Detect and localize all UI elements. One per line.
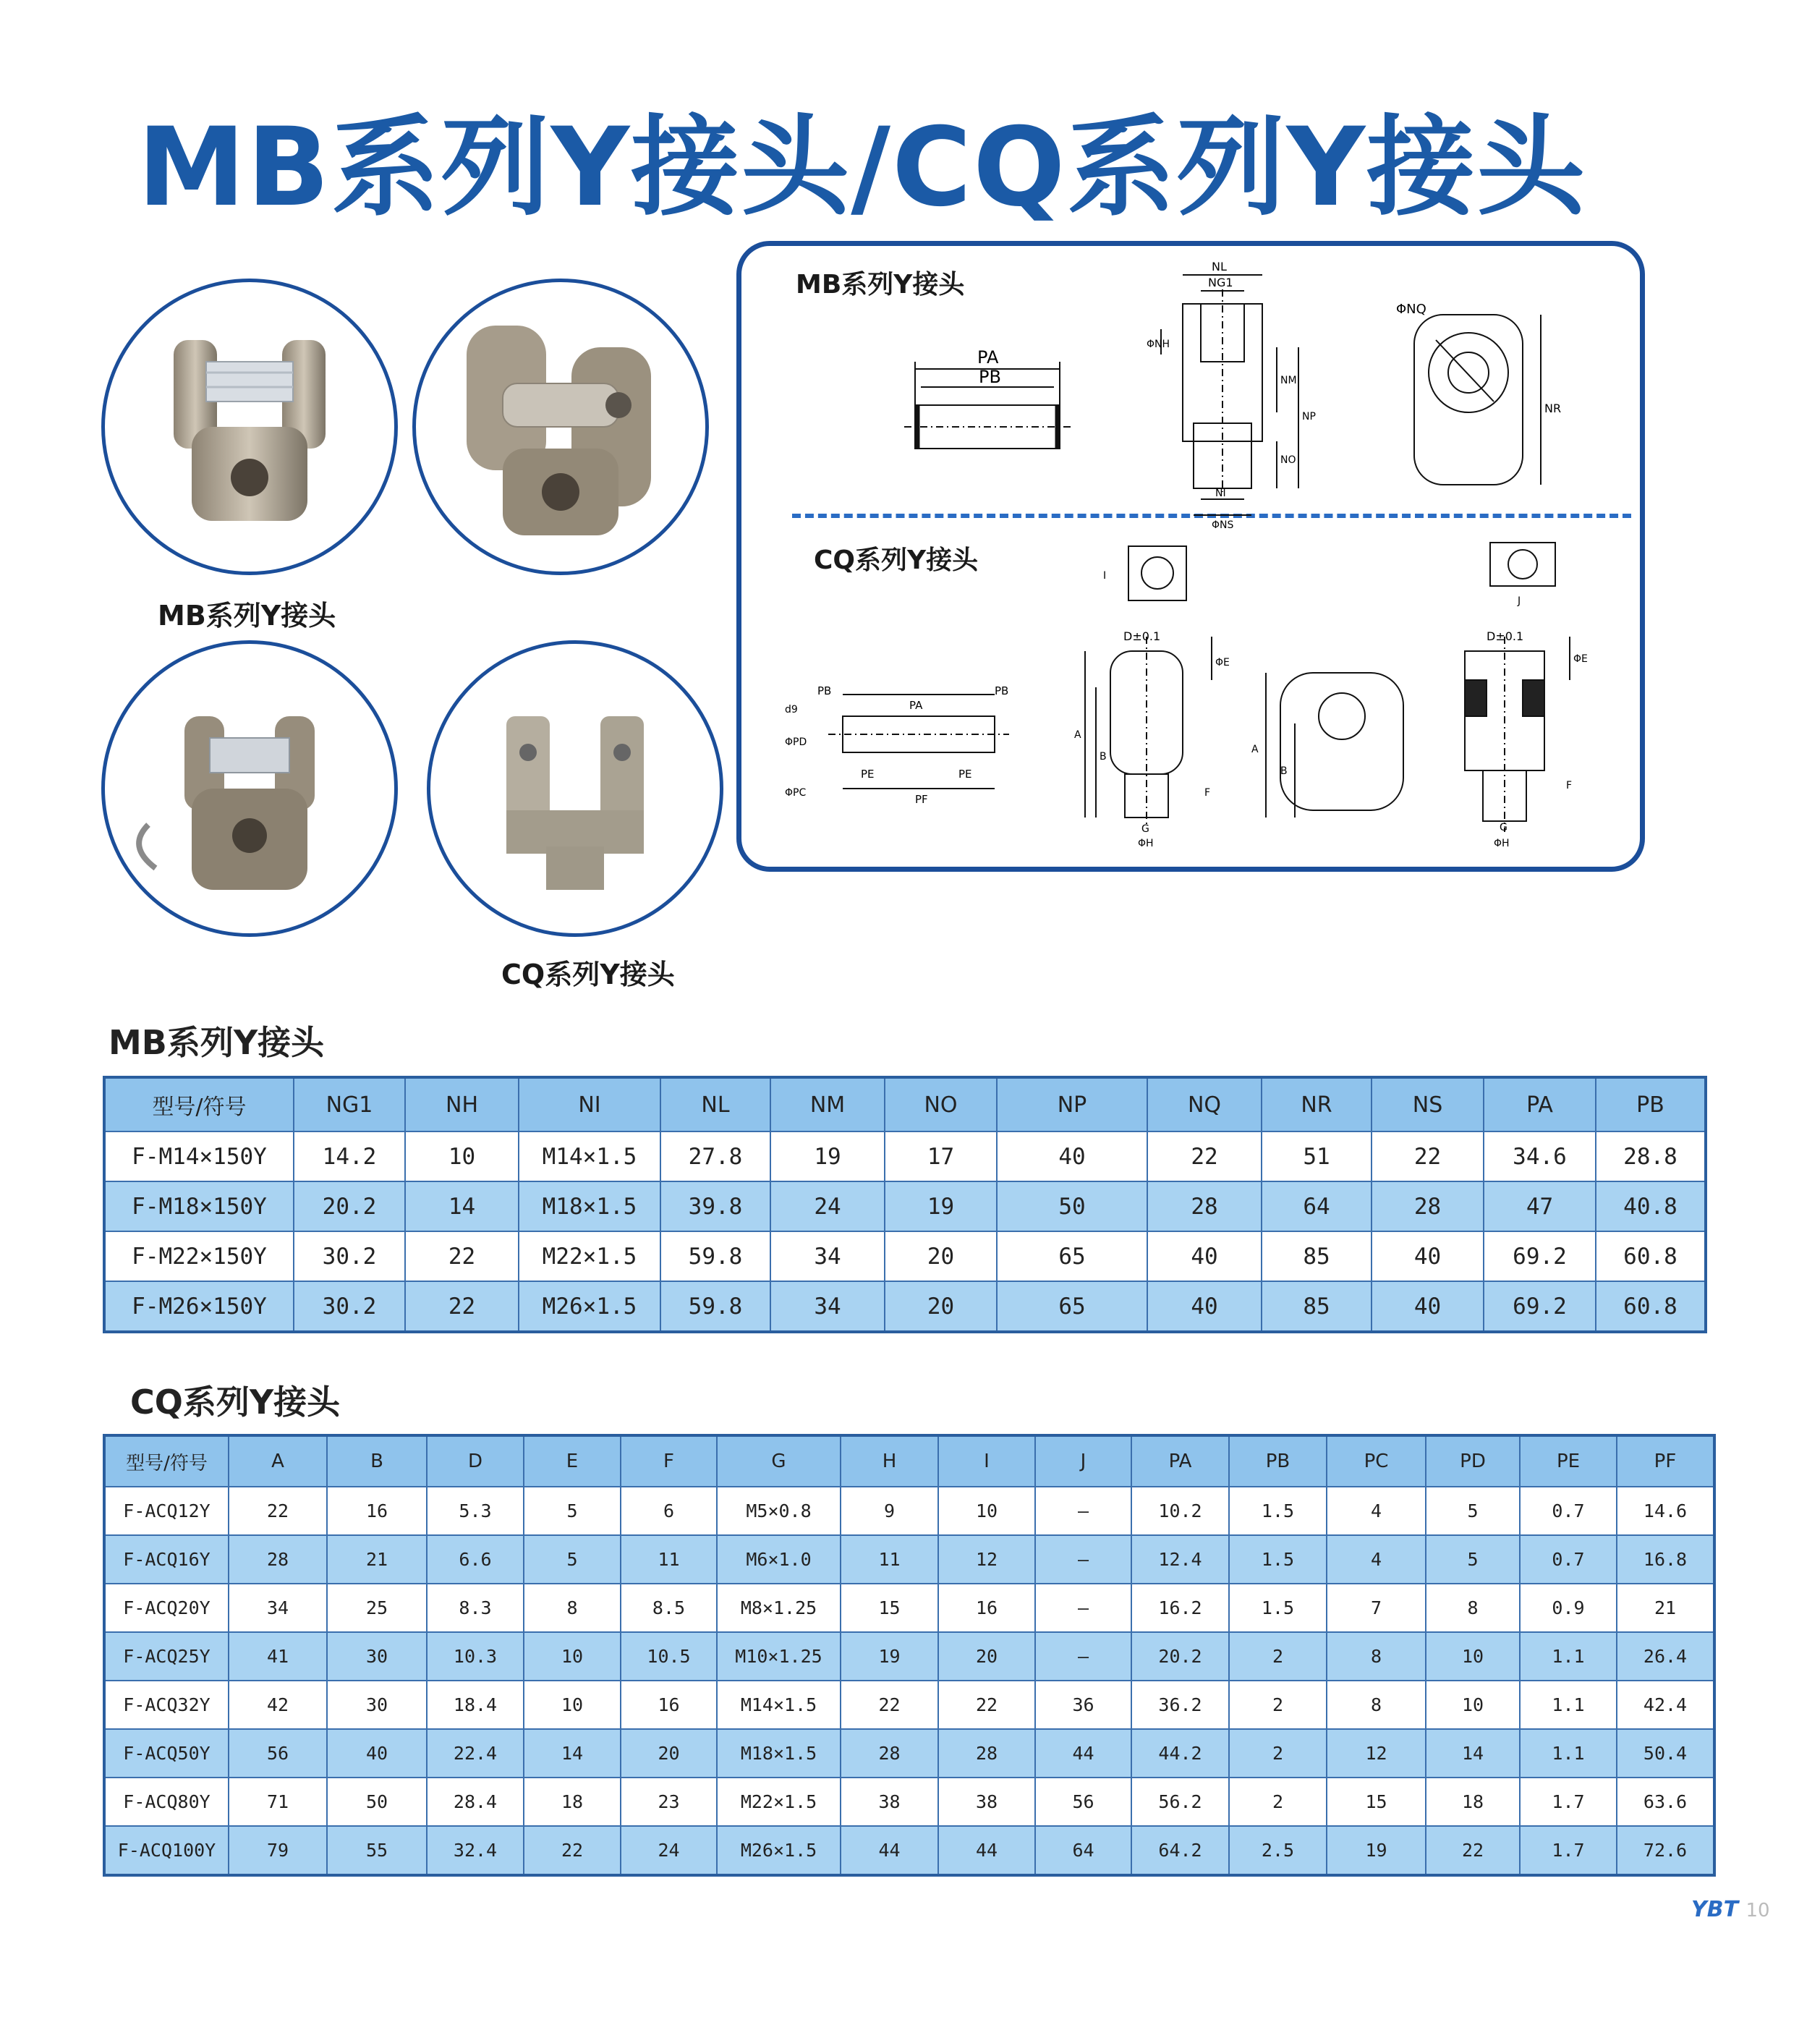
cq-table-header-cell: PC [1327, 1435, 1426, 1487]
mb-table-cell: 59.8 [660, 1281, 770, 1332]
cq-table-cell: 2.5 [1229, 1826, 1327, 1875]
cq-table-cell: 36.2 [1131, 1681, 1229, 1729]
cq-table-cell: 5 [524, 1535, 621, 1584]
cq-table-cell: 16 [621, 1681, 717, 1729]
dim-i: I [1103, 570, 1107, 582]
mb-table-cell: 28 [1372, 1181, 1484, 1231]
cq-table-cell: 42.4 [1617, 1681, 1714, 1729]
mb-table-cell: 40.8 [1596, 1181, 1706, 1231]
mb-clevis-front-drawing [1414, 315, 1541, 485]
cq-table-cell: 2 [1229, 1729, 1327, 1778]
mb-table-cell: 60.8 [1596, 1281, 1706, 1332]
mb-table-title: MB系列Y接头 [109, 1023, 325, 1062]
diagram-label-mb: MB系列Y接头 [796, 270, 965, 300]
mb-table-cell: 85 [1262, 1231, 1372, 1281]
cq-table-cell: 18 [524, 1778, 621, 1826]
cq-table-cell: 8 [524, 1584, 621, 1632]
cq-table-cell: 28.4 [427, 1778, 524, 1826]
caption-mb-joint: MB系列Y接头 [158, 600, 336, 632]
cq-table-cell: 44.2 [1131, 1729, 1229, 1778]
cq-table-cell: F-ACQ32Y [104, 1681, 229, 1729]
cq-table-cell: 10.2 [1131, 1487, 1229, 1535]
mb-table-header-cell: NG1 [294, 1077, 405, 1131]
mb-table-cell: M26×1.5 [519, 1281, 660, 1332]
dimension-drawings [741, 246, 1640, 867]
cq-table-cell: 44 [938, 1826, 1035, 1875]
mb-table-cell: M18×1.5 [519, 1181, 660, 1231]
cq-table-cell: 1.5 [1229, 1584, 1327, 1632]
dim-ng1: NG1 [1208, 276, 1233, 289]
cq-table-cell: 1.7 [1520, 1778, 1617, 1826]
mb-table-cell: 14 [405, 1181, 519, 1231]
technical-drawing-panel [736, 241, 1645, 872]
cq-table-cell: 16 [938, 1584, 1035, 1632]
diagram-label-cq: CQ系列Y接头 [814, 545, 979, 575]
mb-table-header-cell: 型号/符号 [104, 1077, 294, 1131]
mb-table-cell: 22 [405, 1281, 519, 1332]
mb-table-cell: 69.2 [1484, 1231, 1596, 1281]
dim-nm: NM [1280, 375, 1297, 386]
cq-table-cell: 24 [621, 1826, 717, 1875]
dim-cq-pb-right: PB [995, 684, 1009, 697]
dim-cq-d2: D±0.1 [1487, 629, 1524, 643]
cq-table-cell: 28 [938, 1729, 1035, 1778]
dim-nr: NR [1544, 402, 1562, 415]
mb-table-cell: 85 [1262, 1281, 1372, 1332]
cq-table-cell: 55 [327, 1826, 427, 1875]
mb-table-row [104, 1181, 1706, 1231]
cq-table-cell: 19 [1327, 1826, 1426, 1875]
cq-table-cell: 28 [229, 1535, 327, 1584]
mb-spec-table [103, 1076, 1707, 1333]
mb-table-cell: 40 [997, 1131, 1147, 1181]
dim-cq-g: G [1141, 823, 1149, 835]
mb-table-row [104, 1131, 1706, 1181]
cq-table-cell: 64.2 [1131, 1826, 1229, 1875]
cq-table-cell: – [1035, 1584, 1131, 1632]
mb-table-cell: F-M18×150Y [104, 1181, 294, 1231]
cq-table-cell: 2 [1229, 1681, 1327, 1729]
dim-cq-pa: PA [909, 699, 923, 712]
cq-table-cell: 44 [1035, 1729, 1131, 1778]
mb-table-cell: 65 [997, 1231, 1147, 1281]
dim-nq: ΦNQ [1396, 302, 1426, 317]
cq-table-cell: 21 [1617, 1584, 1714, 1632]
cq-table-cell: 32.4 [427, 1826, 524, 1875]
photo-cq-joint [427, 640, 723, 937]
dim-ns: ΦNS [1212, 519, 1234, 531]
mb-table-cell: 27.8 [660, 1131, 770, 1181]
cq-table-cell: 10 [524, 1632, 621, 1681]
mb-table-cell: 14.2 [294, 1131, 405, 1181]
cq-table-header-cell: E [524, 1435, 621, 1487]
cq-table-header-cell: H [841, 1435, 938, 1487]
cq-table-cell: F-ACQ25Y [104, 1632, 229, 1681]
dim-ni: NI [1215, 488, 1226, 499]
cq-table-cell: 8 [1327, 1681, 1426, 1729]
mb-table-cell: 17 [885, 1131, 997, 1181]
cq-table-cell: 1.5 [1229, 1535, 1327, 1584]
cq-table-cell: 2 [1229, 1778, 1327, 1826]
cq-table-cell: 5 [524, 1487, 621, 1535]
cq-table-cell: M14×1.5 [717, 1681, 841, 1729]
cq-table-cell: 0.7 [1520, 1535, 1617, 1584]
cq-table-cell: 15 [1327, 1778, 1426, 1826]
cq-table-cell: 10.5 [621, 1632, 717, 1681]
cq-table-row [104, 1632, 1714, 1681]
cq-table-cell: 21 [327, 1535, 427, 1584]
cq-table-cell: 15 [841, 1584, 938, 1632]
cq-table-cell: 28 [841, 1729, 938, 1778]
cq-table-cell: 11 [841, 1535, 938, 1584]
dim-pe-left: PE [861, 768, 875, 781]
cq-table-cell: M10×1.25 [717, 1632, 841, 1681]
cq-table-cell: M22×1.5 [717, 1778, 841, 1826]
dim-cq-h2: ΦH [1494, 838, 1510, 849]
cq-table-header-cell: PA [1131, 1435, 1229, 1487]
cq-table-cell: 7 [1327, 1584, 1426, 1632]
mb-table-header-cell: NO [885, 1077, 997, 1131]
cq-table-cell: 10 [524, 1681, 621, 1729]
dim-np: NP [1302, 411, 1316, 422]
cq-table-cell: 8 [1327, 1632, 1426, 1681]
cq-table-cell: 25 [327, 1584, 427, 1632]
cq-spec-table [103, 1434, 1716, 1877]
mb-table-cell: 39.8 [660, 1181, 770, 1231]
cq-table-cell: 63.6 [1617, 1778, 1714, 1826]
mb-table-cell: 22 [1147, 1131, 1262, 1181]
cq-table-cell: 22 [1426, 1826, 1520, 1875]
dim-nl: NL [1212, 260, 1227, 273]
mb-table-cell: 69.2 [1484, 1281, 1596, 1332]
cq-table-cell: 64 [1035, 1826, 1131, 1875]
cq-table-header-cell: D [427, 1435, 524, 1487]
cq-table-cell: 4 [1327, 1487, 1426, 1535]
cq-table-cell: 40 [327, 1729, 427, 1778]
mb-table-cell: 40 [1372, 1281, 1484, 1332]
mb-table-header-cell: PA [1484, 1077, 1596, 1131]
dim-pf: PF [915, 793, 928, 806]
cq-table-cell: 36 [1035, 1681, 1131, 1729]
brand-logo: YBT 10 [1691, 1897, 1770, 1922]
cq-table-cell: 22 [841, 1681, 938, 1729]
photo-mb-joint-angle [412, 279, 709, 575]
cq-table-cell: M26×1.5 [717, 1826, 841, 1875]
mb-table-cell: 34 [770, 1281, 885, 1332]
cq-table-cell: – [1035, 1487, 1131, 1535]
mb-table-cell: 60.8 [1596, 1231, 1706, 1281]
dim-pb: PB [979, 367, 1001, 387]
cq-table-cell: 1.1 [1520, 1632, 1617, 1681]
mb-table-cell: 34 [770, 1231, 885, 1281]
cq-table-cell: 10 [1426, 1632, 1520, 1681]
mb-table-cell: 40 [1372, 1231, 1484, 1281]
mb-table-cell: 47 [1484, 1181, 1596, 1231]
cq-table-cell: 12 [1327, 1729, 1426, 1778]
cq-table-cell: 1.5 [1229, 1487, 1327, 1535]
cq-table-header-cell: PD [1426, 1435, 1520, 1487]
mb-table-cell: 30.2 [294, 1231, 405, 1281]
dim-nh: ΦNH [1147, 339, 1170, 350]
dim-pd: ΦPD [785, 736, 807, 748]
cq-table-cell: 56 [1035, 1778, 1131, 1826]
mb-table-cell: 24 [770, 1181, 885, 1231]
dim-j: J [1518, 595, 1521, 607]
mb-table-header-cell: NI [519, 1077, 660, 1131]
cq-table-cell: M5×0.8 [717, 1487, 841, 1535]
cq-table-cell: 10 [1426, 1681, 1520, 1729]
cq-clevis-section-drawing [1465, 637, 1573, 832]
cq-table-cell: M6×1.0 [717, 1535, 841, 1584]
photo-mb-joint-front [101, 279, 398, 575]
cq-table-row [104, 1487, 1714, 1535]
cq-clevis-front-drawing [1266, 673, 1403, 818]
dim-cq-a2: A [1251, 744, 1259, 755]
mb-table-cell: F-M14×150Y [104, 1131, 294, 1181]
cq-table-cell: 5.3 [427, 1487, 524, 1535]
cq-clevis-side-drawing [1085, 637, 1212, 825]
cq-table-cell: 30 [327, 1632, 427, 1681]
mb-table-cell: M22×1.5 [519, 1231, 660, 1281]
cq-table-cell: 22 [938, 1681, 1035, 1729]
dim-cq-e2: ΦE [1573, 653, 1588, 665]
cq-table-cell: 5 [1426, 1487, 1520, 1535]
mb-table-cell: 65 [997, 1281, 1147, 1332]
cq-table-cell: 23 [621, 1778, 717, 1826]
cq-table-header-cell: PE [1520, 1435, 1617, 1487]
cq-table-row [104, 1681, 1714, 1729]
cq-table-cell: 22.4 [427, 1729, 524, 1778]
cq-table-cell: 11 [621, 1535, 717, 1584]
dim-pc: ΦPC [785, 787, 807, 799]
mb-table-cell: 28.8 [1596, 1131, 1706, 1181]
cq-table-cell: 12.4 [1131, 1535, 1229, 1584]
mb-table-cell: 22 [405, 1231, 519, 1281]
cq-table-cell: 50 [327, 1778, 427, 1826]
dim-cq-b2: B [1280, 765, 1288, 777]
mb-table-cell: 59.8 [660, 1231, 770, 1281]
mb-table-header-cell: NS [1372, 1077, 1484, 1131]
mb-table-row [104, 1231, 1706, 1281]
mb-table-header-cell: NM [770, 1077, 885, 1131]
cq-table-cell: – [1035, 1535, 1131, 1584]
cq-table-cell: 8.5 [621, 1584, 717, 1632]
mb-table-cell: 51 [1262, 1131, 1372, 1181]
cq-table-cell: 1.1 [1520, 1681, 1617, 1729]
dim-cq-g2: G [1500, 822, 1508, 833]
mb-table-cell: M14×1.5 [519, 1131, 660, 1181]
cq-table-cell: 1.1 [1520, 1729, 1617, 1778]
cq-table-cell: 8.3 [427, 1584, 524, 1632]
cq-table-cell: 30 [327, 1681, 427, 1729]
cq-table-cell: 20 [621, 1729, 717, 1778]
cq-table-cell: 6 [621, 1487, 717, 1535]
cq-table-cell: 19 [841, 1632, 938, 1681]
dim-cq-a: A [1074, 729, 1081, 741]
cq-table-header-cell: B [327, 1435, 427, 1487]
cq-table-cell: 12 [938, 1535, 1035, 1584]
dim-cq-e: ΦE [1215, 657, 1230, 668]
cq-table-cell: 0.7 [1520, 1487, 1617, 1535]
cq-table-cell: 22 [229, 1487, 327, 1535]
cq-table-cell: 5 [1426, 1535, 1520, 1584]
cq-table-cell: 9 [841, 1487, 938, 1535]
dim-cq-f: F [1204, 787, 1211, 799]
dim-cq-d: D±0.1 [1123, 629, 1161, 643]
cq-table-header-cell: F [621, 1435, 717, 1487]
mb-table-cell: 34.6 [1484, 1131, 1596, 1181]
cq-top-views [1128, 543, 1555, 600]
mb-table-header-row [104, 1077, 1706, 1131]
cq-table-row [104, 1778, 1714, 1826]
mb-table-cell: 19 [885, 1181, 997, 1231]
cq-table-cell: 16.2 [1131, 1584, 1229, 1632]
cq-table-cell: 10 [938, 1487, 1035, 1535]
cq-table-cell: 71 [229, 1778, 327, 1826]
cq-table-cell: 10.3 [427, 1632, 524, 1681]
mb-table-cell: 10 [405, 1131, 519, 1181]
dim-no: NO [1280, 454, 1296, 466]
cq-table-cell: 1.7 [1520, 1826, 1617, 1875]
cq-table-cell: 22 [524, 1826, 621, 1875]
cq-table-row [104, 1584, 1714, 1632]
mb-table-cell: 30.2 [294, 1281, 405, 1332]
cq-table-cell: 18 [1426, 1778, 1520, 1826]
cq-table-cell: 38 [938, 1778, 1035, 1826]
page-number: 10 [1745, 1900, 1770, 1922]
mb-table-cell: 20.2 [294, 1181, 405, 1231]
cq-table-cell: 20.2 [1131, 1632, 1229, 1681]
cq-table-cell: 42 [229, 1681, 327, 1729]
cq-table-header-cell: J [1035, 1435, 1131, 1487]
mb-table-cell: F-M22×150Y [104, 1231, 294, 1281]
cq-table-header-cell: A [229, 1435, 327, 1487]
cq-table-title: CQ系列Y接头 [130, 1383, 341, 1422]
cq-table-cell: 56 [229, 1729, 327, 1778]
mb-table-cell: 40 [1147, 1231, 1262, 1281]
mb-table-cell: 22 [1372, 1131, 1484, 1181]
cq-table-header-row [104, 1435, 1714, 1487]
cq-table-cell: 41 [229, 1632, 327, 1681]
cq-table-cell: 16 [327, 1487, 427, 1535]
cq-table-cell: 79 [229, 1826, 327, 1875]
mb-table-cell: 40 [1147, 1281, 1262, 1332]
page-title: MB系列Y接头/CQ系列Y接头 [137, 105, 1587, 231]
mb-table-header-cell: NR [1262, 1077, 1372, 1131]
dim-cq-pb-left: PB [817, 684, 832, 697]
cq-table-cell: M18×1.5 [717, 1729, 841, 1778]
cq-table-cell: 14 [1426, 1729, 1520, 1778]
mb-table-cell: 19 [770, 1131, 885, 1181]
mb-clevis-side-drawing [1161, 275, 1298, 515]
mb-table-cell: 20 [885, 1281, 997, 1332]
cq-table-cell: M8×1.25 [717, 1584, 841, 1632]
mb-table-header-cell: NQ [1147, 1077, 1262, 1131]
cq-table-cell: 44 [841, 1826, 938, 1875]
cq-table-cell: 6.6 [427, 1535, 524, 1584]
caption-cq-joint: CQ系列Y接头 [501, 959, 675, 990]
dim-pa: PA [977, 347, 999, 368]
cq-table-cell: F-ACQ16Y [104, 1535, 229, 1584]
cq-table-cell: 50.4 [1617, 1729, 1714, 1778]
photo-mb-joint-with-clip [101, 640, 398, 937]
mb-table-header-cell: NL [660, 1077, 770, 1131]
cq-table-row [104, 1826, 1714, 1875]
mb-table-header-cell: NH [405, 1077, 519, 1131]
cq-table-cell: 8 [1426, 1584, 1520, 1632]
cq-table-cell: – [1035, 1632, 1131, 1681]
dim-d9: d9 [785, 704, 798, 715]
cq-table-cell: 34 [229, 1584, 327, 1632]
cq-table-cell: 38 [841, 1778, 938, 1826]
cq-table-cell: 72.6 [1617, 1826, 1714, 1875]
cq-table-row [104, 1535, 1714, 1584]
cq-table-header-cell: PB [1229, 1435, 1327, 1487]
mb-table-cell: 50 [997, 1181, 1147, 1231]
cq-table-cell: 2 [1229, 1632, 1327, 1681]
cq-table-cell: 26.4 [1617, 1632, 1714, 1681]
dim-cq-f2: F [1566, 780, 1573, 791]
mb-table-cell: F-M26×150Y [104, 1281, 294, 1332]
cq-table-cell: F-ACQ50Y [104, 1729, 229, 1778]
cq-table-header-cell: I [938, 1435, 1035, 1487]
cq-table-cell: 18.4 [427, 1681, 524, 1729]
dim-pe-right: PE [958, 768, 972, 781]
cq-table-cell: 0.9 [1520, 1584, 1617, 1632]
dim-cq-b: B [1100, 751, 1107, 763]
cq-table-cell: F-ACQ100Y [104, 1826, 229, 1875]
cq-table-row [104, 1729, 1714, 1778]
mb-table-row [104, 1281, 1706, 1332]
mb-table-header-cell: PB [1596, 1077, 1706, 1131]
cq-table-header-cell: 型号/符号 [104, 1435, 229, 1487]
cq-table-cell: 14 [524, 1729, 621, 1778]
cq-table-header-cell: G [717, 1435, 841, 1487]
cq-table-cell: 56.2 [1131, 1778, 1229, 1826]
cq-table-cell: 14.6 [1617, 1487, 1714, 1535]
cq-table-cell: F-ACQ80Y [104, 1778, 229, 1826]
dim-cq-h: ΦH [1138, 838, 1154, 849]
cq-table-header-cell: PF [1617, 1435, 1714, 1487]
cq-table-cell: 16.8 [1617, 1535, 1714, 1584]
cq-table-cell: 20 [938, 1632, 1035, 1681]
mb-table-cell: 28 [1147, 1181, 1262, 1231]
mb-table-cell: 20 [885, 1231, 997, 1281]
mb-table-header-cell: NP [997, 1077, 1147, 1131]
cq-table-cell: F-ACQ12Y [104, 1487, 229, 1535]
cq-table-cell: 4 [1327, 1535, 1426, 1584]
cq-table-cell: F-ACQ20Y [104, 1584, 229, 1632]
mb-table-cell: 64 [1262, 1181, 1372, 1231]
